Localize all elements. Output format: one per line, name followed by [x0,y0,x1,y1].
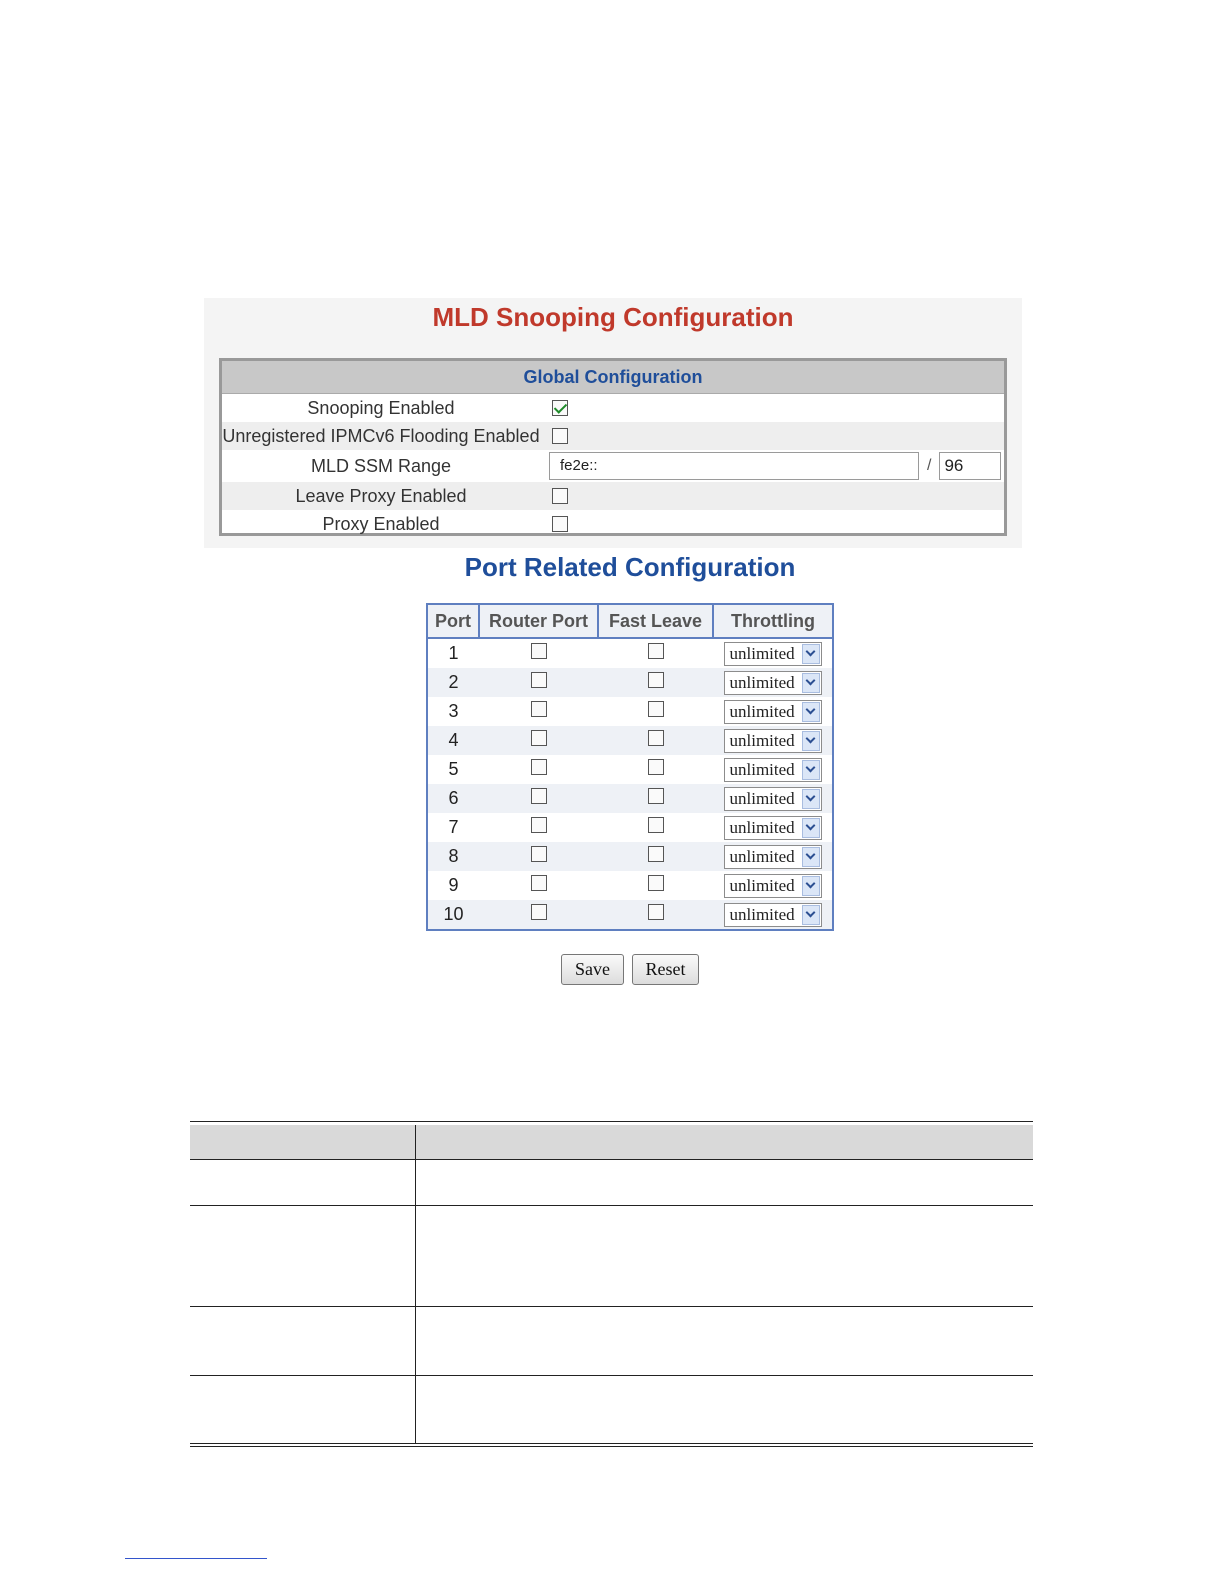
throttling-value: unlimited [729,759,795,779]
throttling-value: unlimited [729,701,795,721]
router-port-checkbox[interactable] [531,904,547,920]
port-row [427,638,833,668]
fast-leave-checkbox[interactable] [648,730,664,746]
fast-leave-checkbox[interactable] [648,759,664,775]
col-port: Port [427,604,479,638]
router-port-checkbox[interactable] [531,846,547,862]
chevron-down-icon [802,644,820,664]
router-port-checkbox[interactable] [531,672,547,688]
global-config-panel [204,298,1022,548]
throttling-select[interactable] [724,671,822,695]
chevron-down-icon [802,731,820,751]
port-row [427,871,833,900]
throttling-select[interactable] [724,758,822,782]
throttling-select[interactable] [724,729,822,753]
port-row [427,784,833,813]
table-column-divider [415,1125,416,1443]
throttling-select[interactable] [724,874,822,898]
chevron-down-icon [802,760,820,780]
router-port-checkbox[interactable] [531,643,547,659]
chevron-down-icon [802,847,820,867]
chevron-down-icon [802,905,820,925]
throttling-select[interactable] [724,845,822,869]
throttling-select[interactable] [724,903,822,927]
leave-proxy-label: Leave Proxy Enabled [295,485,467,506]
chevron-down-icon [802,789,820,809]
throttling-value: unlimited [729,904,795,924]
port-number: 2 [427,668,479,697]
router-port-checkbox[interactable] [531,875,547,891]
col-throttling: Throttling [713,604,833,638]
port-number: 7 [448,817,459,837]
port-config-title: Port Related Configuration [464,552,796,582]
col-router-port: Router Port [479,604,598,638]
throttling-value: unlimited [729,788,795,808]
port-row [427,697,833,726]
ssm-mask-input[interactable]: 96 [939,452,1001,480]
router-port-checkbox[interactable] [531,817,547,833]
table-row-rule [190,1375,1033,1376]
port-row [427,813,833,842]
global-config-table [219,358,1007,536]
port-number: 6 [427,784,479,813]
table-row-rule [190,1306,1033,1307]
leave-proxy-checkbox[interactable] [552,488,568,504]
table-bottom-rule [190,1443,1033,1444]
port-row [427,842,833,871]
unregistered-flooding-row [222,422,1004,450]
port-number: 9 [448,875,459,895]
port-number: 5 [448,759,459,779]
throttling-value: unlimited [729,730,795,750]
port-config-table [426,603,834,931]
col-fast-leave: Fast Leave [598,604,713,638]
fast-leave-checkbox[interactable] [648,817,664,833]
global-config-header: Global Configuration [222,361,1004,394]
ssm-separator: / [927,457,932,474]
throttling-value: unlimited [729,643,795,663]
ssm-range-label: MLD SSM Range [310,455,452,476]
fast-leave-checkbox[interactable] [648,846,664,862]
unregistered-flooding-checkbox[interactable] [552,428,568,444]
description-table-header [190,1125,1033,1159]
port-row [427,755,833,784]
action-buttons [561,954,699,985]
throttling-select[interactable] [724,787,822,811]
router-port-checkbox[interactable] [531,759,547,775]
table-bottom-rule [190,1446,1033,1447]
throttling-value: unlimited [729,817,795,837]
ssm-range-row [222,450,1004,482]
port-number: 1 [448,643,459,663]
table-row-rule [190,1159,1033,1160]
proxy-enabled-row [222,510,1004,538]
ssm-prefix-input[interactable]: fe2e:: [549,452,919,480]
throttling-value: unlimited [729,672,795,692]
chevron-down-icon [802,818,820,838]
throttling-value: unlimited [729,846,795,866]
fast-leave-checkbox[interactable] [648,672,664,688]
page-title: MLD Snooping Configuration [432,302,794,332]
fast-leave-checkbox[interactable] [648,701,664,717]
snooping-enabled-checkbox[interactable] [552,400,568,416]
chevron-down-icon [802,702,820,722]
chevron-down-icon [802,673,820,693]
router-port-checkbox[interactable] [531,701,547,717]
unregistered-flooding-label: Unregistered IPMCv6 Flooding Enabled [222,425,540,446]
throttling-select[interactable] [724,642,822,666]
port-row [427,726,833,755]
proxy-enabled-checkbox[interactable] [552,516,568,532]
fast-leave-checkbox[interactable] [648,904,664,920]
port-row [427,900,833,930]
port-row [427,668,833,697]
fast-leave-checkbox[interactable] [648,875,664,891]
port-number: 4 [427,726,479,755]
save-button[interactable]: Save [561,954,624,985]
snooping-enabled-row [222,394,1004,422]
port-number: 10 [427,900,479,930]
router-port-checkbox[interactable] [531,730,547,746]
throttling-select[interactable] [724,816,822,840]
proxy-enabled-label: Proxy Enabled [322,513,440,534]
router-port-checkbox[interactable] [531,788,547,804]
reset-button[interactable]: Reset [632,954,699,985]
chevron-down-icon [802,876,820,896]
table-top-rule [190,1121,1033,1122]
fast-leave-checkbox[interactable] [648,643,664,659]
port-number: 8 [427,842,479,871]
fast-leave-checkbox[interactable] [648,788,664,804]
snooping-enabled-label: Snooping Enabled [307,397,455,418]
footer-link-underline [125,1558,267,1559]
table-row-rule [190,1205,1033,1206]
throttling-select[interactable] [724,700,822,724]
throttling-value: unlimited [729,875,795,895]
leave-proxy-row [222,482,1004,510]
port-number: 3 [448,701,459,721]
